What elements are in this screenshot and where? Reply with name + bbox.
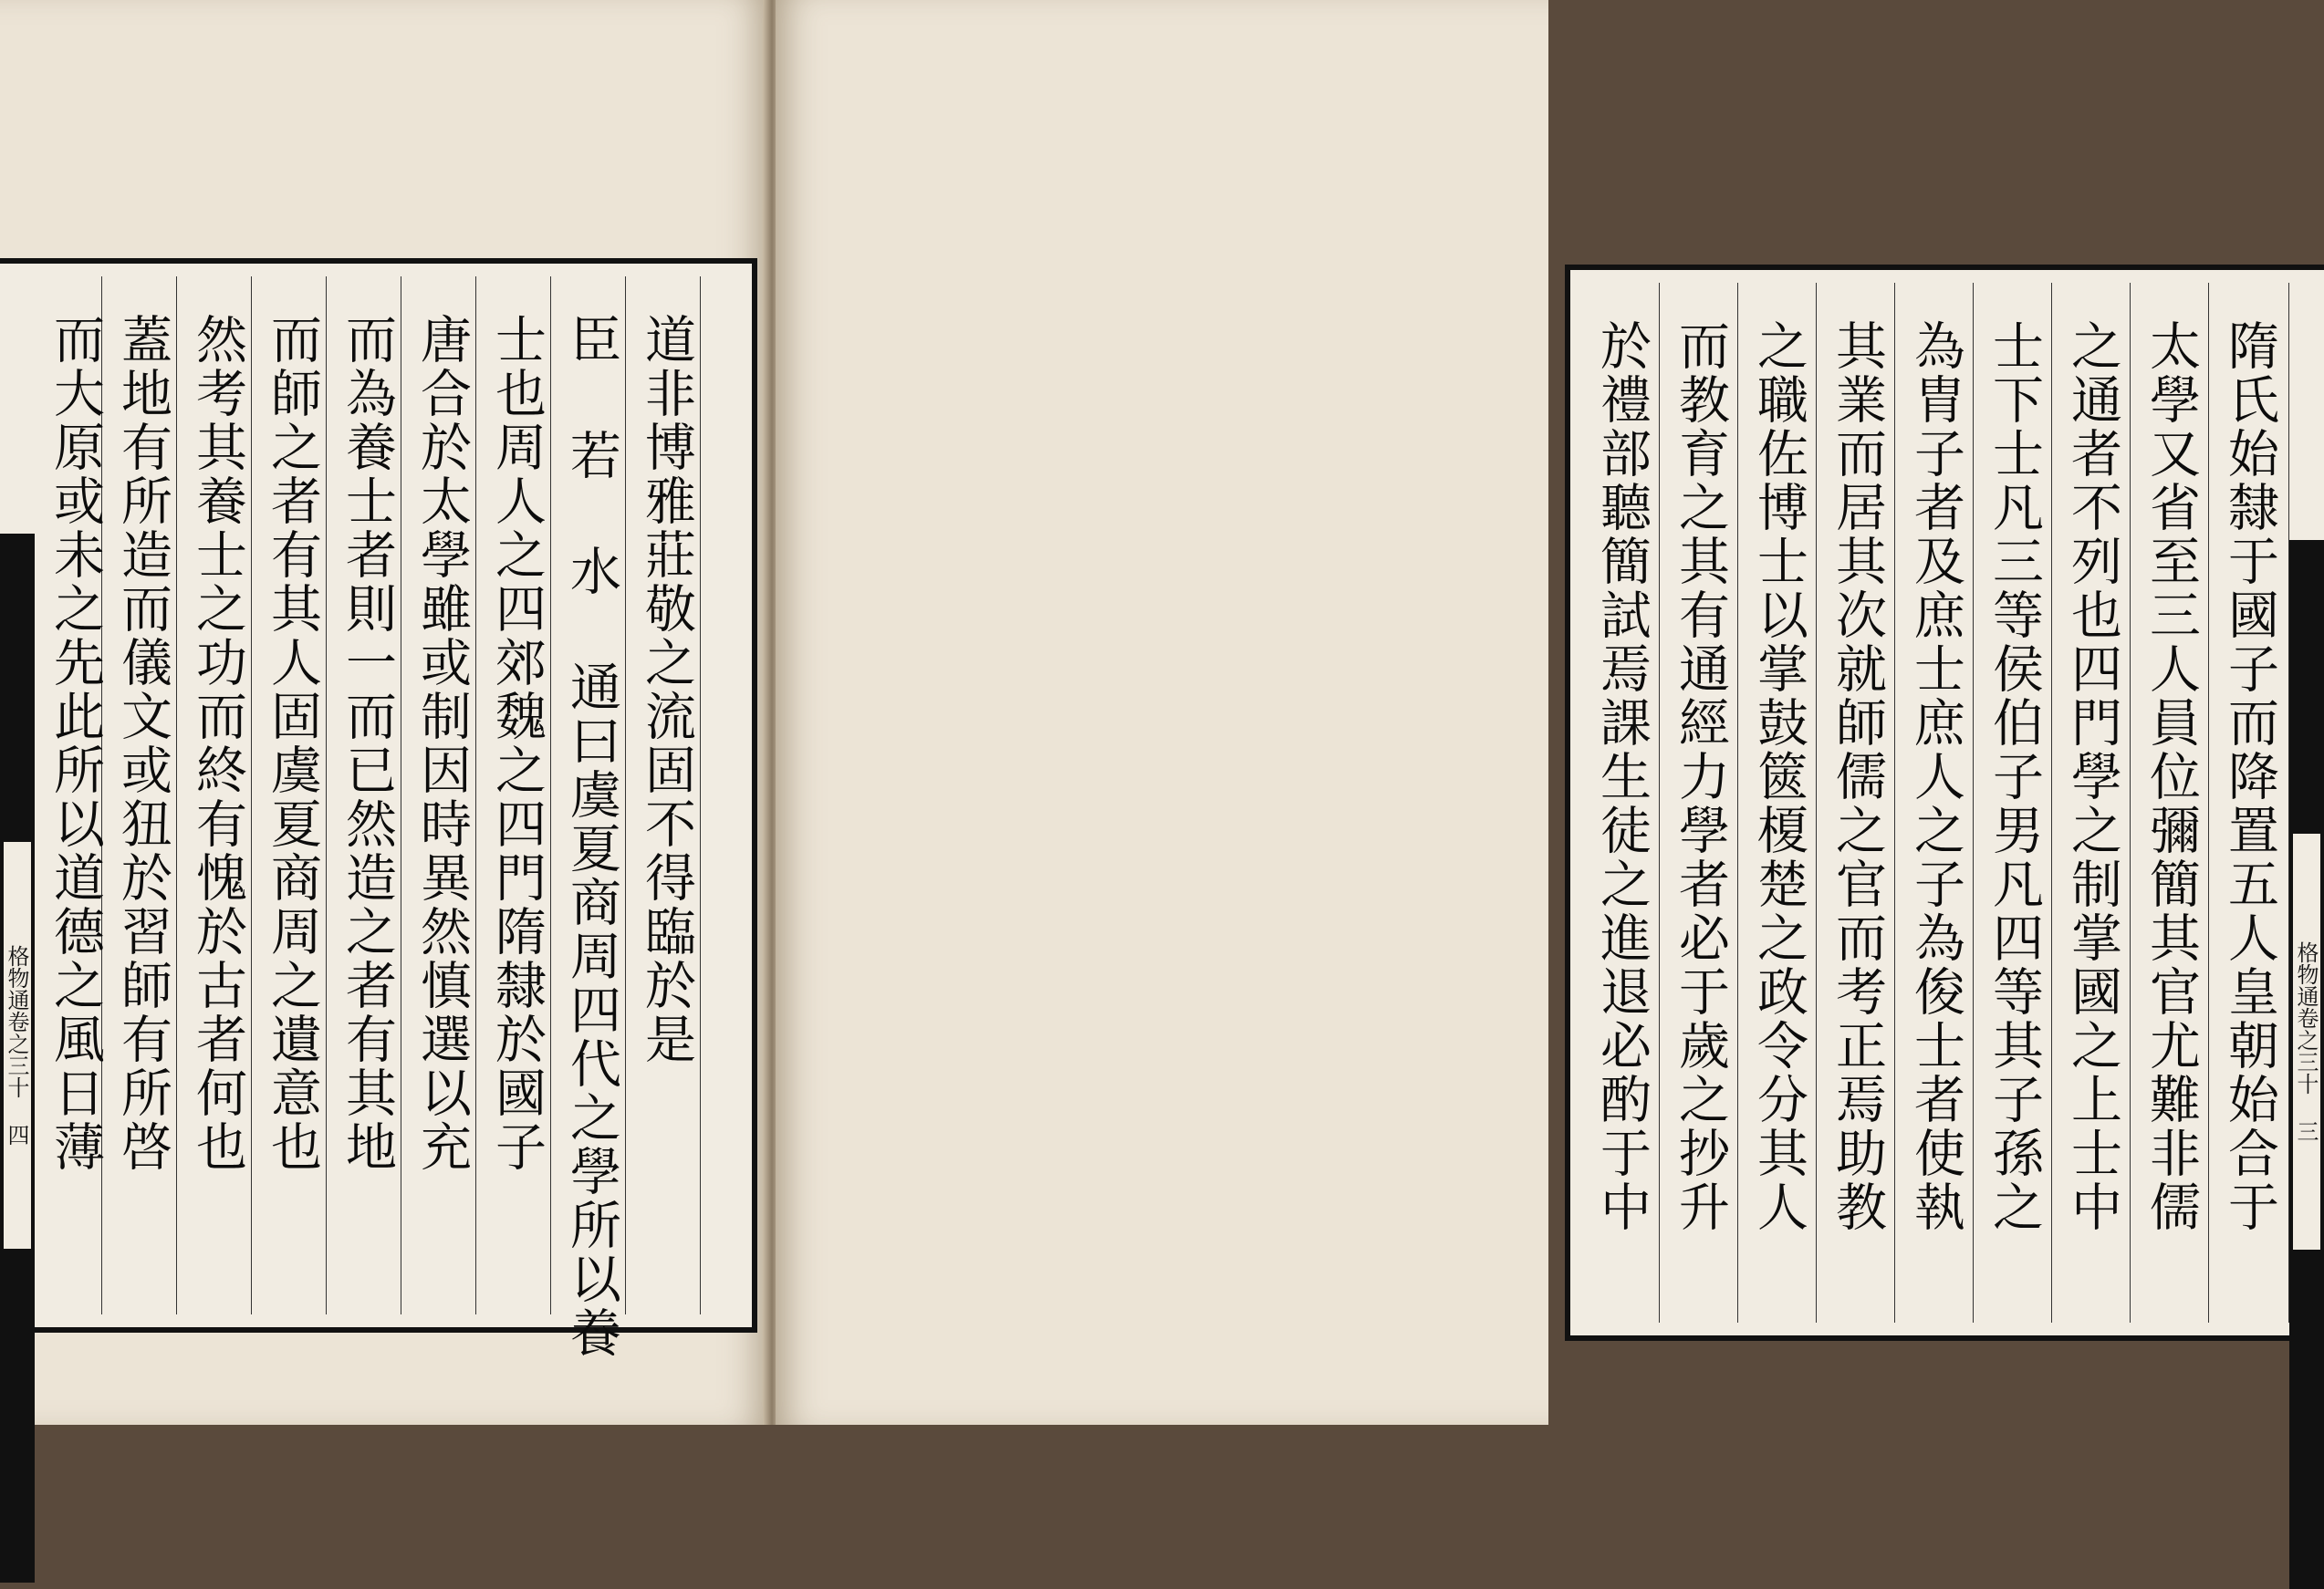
left-column-4 bbox=[401, 276, 476, 1314]
left-fold-label: 格物通卷之三十 四 bbox=[2, 840, 33, 1251]
left-column-6 bbox=[252, 276, 327, 1314]
left-column-2 bbox=[551, 276, 626, 1360]
right-fold-label: 格物通卷之三十 三 bbox=[2291, 832, 2322, 1251]
column-text: 士也周人之四郊魏之四門隋隸於國子 bbox=[487, 313, 547, 1174]
column-text: 之職佐博士以掌鼓篋榎楚之政令分其人 bbox=[1749, 319, 1808, 1234]
right-column-2 bbox=[2131, 283, 2209, 1323]
left-fold-strip bbox=[0, 534, 35, 1583]
column-text: 道非博雅莊敬之流固不得臨於是 bbox=[637, 313, 696, 1066]
right-column-5 bbox=[1895, 283, 1974, 1323]
left-page bbox=[0, 0, 768, 1425]
column-text: 臣 若 水 通曰虞夏商周四代之學所以養 bbox=[562, 313, 621, 1360]
column-text: 於禮部聽簡試焉課生徒之進退必酌于中 bbox=[1592, 319, 1652, 1234]
right-column-7 bbox=[1738, 283, 1817, 1323]
left-column-1 bbox=[626, 276, 701, 1314]
column-text: 然考其養士之功而終有愧於古者何也 bbox=[188, 313, 247, 1174]
column-text: 而教育之其有通經力學者必于歲之抄升 bbox=[1671, 319, 1730, 1234]
column-text: 唐合於太學雖或制因時異然慎選以充 bbox=[412, 313, 472, 1174]
left-column-9 bbox=[35, 276, 105, 1314]
column-text: 之通者不列也四門學之制掌國之上士中 bbox=[2063, 319, 2122, 1234]
column-text: 而為養士者則一而已然造之者有其地 bbox=[338, 313, 397, 1174]
column-text: 其業而居其次就師儒之官而考正焉助教 bbox=[1828, 319, 1887, 1234]
right-fold-strip bbox=[2289, 540, 2324, 1589]
column-text: 而師之者有其人固虞夏商周之遺意也 bbox=[263, 313, 322, 1174]
left-text-frame bbox=[0, 258, 757, 1360]
left-column-7 bbox=[177, 276, 252, 1314]
right-text-frame bbox=[1565, 265, 2324, 1341]
column-text: 太學又省至三人員位彌簡其官尤難非儒 bbox=[2142, 319, 2201, 1234]
column-text: 蓋地有所造而儀文或狃於習師有所啓 bbox=[113, 313, 172, 1174]
right-column-8 bbox=[1660, 283, 1738, 1323]
right-column-9 bbox=[1581, 283, 1660, 1323]
column-text: 士下士凡三等侯伯子男凡四等其子孫之 bbox=[1985, 319, 2044, 1234]
right-column-1 bbox=[2209, 283, 2289, 1323]
right-page bbox=[776, 0, 2319, 1425]
column-text: 為胄子者及庶士庶人之子為俊士者使執 bbox=[1906, 319, 1965, 1234]
left-column-3 bbox=[476, 276, 551, 1314]
column-text: 而大原或未之先此所以道德之風日薄 bbox=[46, 313, 105, 1174]
left-column-5 bbox=[327, 276, 401, 1314]
right-column-3 bbox=[2052, 283, 2131, 1323]
right-column-4 bbox=[1974, 283, 2052, 1323]
column-text: 隋氏始隸于國子而降置五人皇朝始合于 bbox=[2220, 319, 2279, 1234]
right-column-6 bbox=[1817, 283, 1895, 1323]
